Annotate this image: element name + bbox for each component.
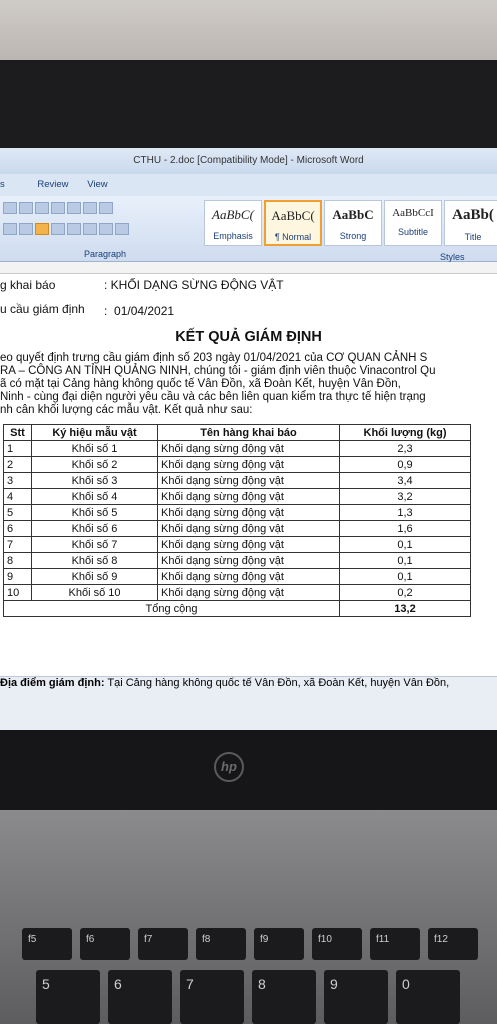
fkey-f8: f8	[196, 928, 246, 960]
field-value: : KHỐI DẠNG SỪNG ĐỘNG VẬT	[104, 278, 284, 292]
table-row	[4, 473, 471, 489]
sort-icon[interactable]	[83, 202, 97, 214]
weight-cell: 3,4	[340, 473, 471, 489]
item-name-cell: Khối dạng sừng động vật	[158, 441, 340, 457]
sample-id-cell: Khối số 10	[32, 585, 158, 601]
style-normal[interactable]	[264, 200, 322, 246]
weight-cell: 1,6	[340, 521, 471, 537]
shading-icon[interactable]	[99, 223, 113, 235]
item-name-cell: Khối dạng sừng động vật	[158, 505, 340, 521]
total-value: 13,2	[340, 601, 471, 617]
table-row	[4, 489, 471, 505]
justify-icon[interactable]	[67, 223, 81, 235]
item-name-cell: Khối dạng sừng động vật	[158, 473, 340, 489]
weight-cell: 1,3	[340, 505, 471, 521]
bullets-icon[interactable]	[3, 202, 17, 214]
stt-cell: 10	[4, 585, 32, 601]
table-header-row	[4, 425, 471, 441]
fkey-f9: f9	[254, 928, 304, 960]
column-header: Ký hiệu mẫu vật	[32, 425, 158, 441]
sample-id-cell: Khối số 6	[32, 521, 158, 537]
number-key-8: 8	[252, 970, 316, 1024]
location-line	[0, 677, 449, 689]
laptop-bezel-bottom	[0, 730, 497, 810]
style-sample: AaBbCcI	[392, 207, 434, 219]
item-name-cell: Khối dạng sừng động vật	[158, 553, 340, 569]
hp-logo: hp	[214, 752, 244, 782]
fkey-f6: f6	[80, 928, 130, 960]
paragraph-group-label: Paragraph	[84, 249, 127, 259]
fkey-f12: f12	[428, 928, 478, 960]
style-name: Strong	[339, 231, 367, 241]
borders-icon[interactable]	[115, 223, 129, 235]
paragraph-line: Ninh - cùng đại diện người yêu cầu và các bên liên quan kiểm tra thực tế hiện trạng	[0, 391, 426, 403]
results-table	[3, 424, 471, 617]
paragraph-line: eo quyết định trưng cầu giám định số 203 ngày 01/04/2021 của CƠ QUAN CẢNH S	[0, 352, 428, 364]
number-key-9: 9	[324, 970, 388, 1024]
stt-cell: 2	[4, 457, 32, 473]
table-row	[4, 585, 471, 601]
table-row	[4, 457, 471, 473]
tab-view[interactable]: View	[87, 179, 108, 190]
item-name-cell: Khối dạng sừng động vật	[158, 585, 340, 601]
increase-indent-icon[interactable]	[67, 202, 81, 214]
item-name-cell: Khối dạng sừng động vật	[158, 521, 340, 537]
numbering-icon[interactable]	[19, 202, 33, 214]
paragraph-line: ã có mặt tại Cảng hàng không quốc tế Vân Đồn, xã Đoàn Kết, huyện Vân Đồn,	[0, 378, 401, 390]
word-window	[0, 148, 497, 730]
stt-cell: 8	[4, 553, 32, 569]
fkey-f11: f11	[370, 928, 420, 960]
stt-cell: 6	[4, 521, 32, 537]
style-name: Title	[464, 232, 482, 242]
font-color-icon[interactable]	[3, 223, 17, 235]
sample-id-cell: Khối số 7	[32, 537, 158, 553]
decrease-indent-icon[interactable]	[51, 202, 65, 214]
status-area	[0, 676, 497, 730]
weight-cell: 2,3	[340, 441, 471, 457]
column-header: Tên hàng khai báo	[158, 425, 340, 441]
style-name: Subtitle	[397, 227, 429, 237]
table-row	[4, 441, 471, 457]
stt-cell: 1	[4, 441, 32, 457]
style-title[interactable]	[444, 200, 497, 246]
number-key-7: 7	[180, 970, 244, 1024]
weight-cell: 0,1	[340, 569, 471, 585]
item-name-cell: Khối dạng sừng động vật	[158, 569, 340, 585]
weight-cell: 0,1	[340, 537, 471, 553]
weight-cell: 0,1	[340, 553, 471, 569]
style-name: ¶ Normal	[274, 232, 312, 242]
sample-id-cell: Khối số 8	[32, 553, 158, 569]
style-emphasis[interactable]	[204, 200, 262, 246]
window-title: CTHU - 2.doc [Compatibility Mode] - Microsoft Word	[0, 148, 497, 174]
stt-cell: 3	[4, 473, 32, 489]
weight-cell: 0,9	[340, 457, 471, 473]
style-sample: AaBbC(	[212, 207, 254, 222]
table-row	[4, 553, 471, 569]
table-total-row	[4, 601, 471, 617]
ruler[interactable]	[0, 262, 497, 274]
paragraph-group	[0, 200, 200, 260]
location-value: Tại Cảng hàng không quốc tế Vân Đồn, xã Đoàn Kết, huyện Vân Đồn,	[104, 677, 450, 689]
align-right-icon[interactable]	[51, 223, 65, 235]
paragraph-line: nh cân khối lượng các mẫu vật. Kết quả như sau:	[0, 404, 253, 416]
number-key-5: 5	[36, 970, 100, 1024]
sample-id-cell: Khối số 1	[32, 441, 158, 457]
field-label: g khai báo	[0, 278, 56, 292]
fkey-f10: f10	[312, 928, 362, 960]
styles-gallery: AaBbC( Emphasis AaBbC( ¶ Normal AaBbC Strong AaBbCcI Subtitle AaBb( Title Styles	[200, 200, 497, 250]
column-header: Khối lượng (kg)	[340, 425, 471, 441]
multilevel-list-icon[interactable]	[35, 202, 49, 214]
align-center-icon[interactable]	[35, 223, 49, 235]
fkey-f5: f5	[22, 928, 72, 960]
field-label: u cầu giám định	[0, 302, 85, 316]
page-title: KẾT QUẢ GIÁM ĐỊNH	[175, 329, 322, 345]
tab-home[interactable]: s	[0, 179, 5, 190]
stt-cell: 4	[4, 489, 32, 505]
table-row	[4, 521, 471, 537]
laptop-bezel-top	[0, 60, 497, 150]
weight-cell: 0,2	[340, 585, 471, 601]
item-name-cell: Khối dạng sừng động vật	[158, 489, 340, 505]
table-row	[4, 569, 471, 585]
number-key-0: 0	[396, 970, 460, 1024]
sample-id-cell: Khối số 2	[32, 457, 158, 473]
style-sample: AaBbC	[332, 207, 374, 222]
stt-cell: 7	[4, 537, 32, 553]
weight-cell: 3,2	[340, 489, 471, 505]
style-name: Emphasis	[213, 231, 253, 241]
tab-review[interactable]: Review	[37, 179, 69, 190]
sample-id-cell: Khối số 9	[32, 569, 158, 585]
table-row	[4, 505, 471, 521]
table-row	[4, 537, 471, 553]
location-label: Địa điểm giám định:	[0, 677, 105, 689]
item-name-cell: Khối dạng sừng động vật	[158, 537, 340, 553]
number-key-6: 6	[108, 970, 172, 1024]
align-left-icon[interactable]	[19, 223, 33, 235]
style-sample: AaBbC(	[271, 208, 315, 223]
stt-cell: 5	[4, 505, 32, 521]
style-strong[interactable]	[324, 200, 382, 246]
fkey-f7: f7	[138, 928, 188, 960]
ribbon	[0, 196, 497, 262]
column-header: Stt	[4, 425, 32, 441]
sample-id-cell: Khối số 5	[32, 505, 158, 521]
line-spacing-icon[interactable]	[83, 223, 97, 235]
item-name-cell: Khối dạng sừng động vật	[158, 457, 340, 473]
ribbon-tabs	[0, 174, 497, 196]
style-subtitle[interactable]	[384, 200, 442, 246]
style-sample: AaBb(	[452, 207, 494, 223]
pilcrow-icon[interactable]	[99, 202, 113, 214]
total-label: Tổng cộng	[4, 601, 340, 617]
keyboard	[0, 810, 497, 1024]
sample-id-cell: Khối số 3	[32, 473, 158, 489]
sample-id-cell: Khối số 4	[32, 489, 158, 505]
field-value: : 01/04/2021	[104, 304, 175, 318]
stt-cell: 9	[4, 569, 32, 585]
paragraph-line: RA – CÔNG AN TỈNH QUẢNG NINH, chúng tôi - giám định viên thuộc Vinacontrol Qu	[0, 365, 436, 377]
